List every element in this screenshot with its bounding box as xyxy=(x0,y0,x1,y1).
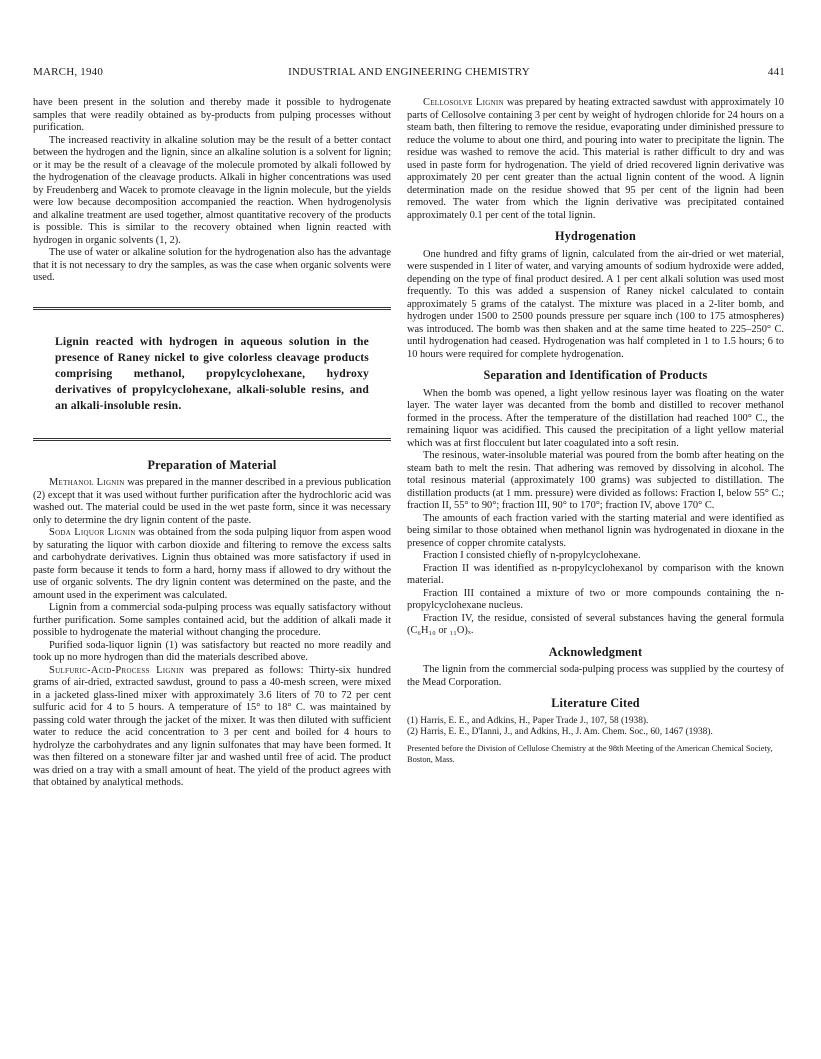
paragraph: The resinous, water-insoluble material was poured from the bomb after heating on the steam bath to melt the resin. That adhering was removed by dissolving in alcohol. The total resinous material (approximately 100 grams) was subjected to distillation. The distillation products (at 1 mm. pressure) were divided as follows: Fraction I, below 55° C.; fraction II, 55° to 90°; fraction III, 90° to 170°; fraction IV, above 170° C. xyxy=(407,450,784,511)
paragraph: Fraction III contained a mixture of two or more compounds containing the n-propylcyclohexane nucleus. xyxy=(407,587,784,611)
paragraph: Purified soda-liquor lignin (1) was satisfactory but reacted no more readily and took up no more hydrogen than did the materials described above. xyxy=(33,639,391,663)
run-in-heading: Cellosolve Lignin xyxy=(423,97,504,108)
section-heading-hydrogenation: Hydrogenation xyxy=(555,229,636,243)
run-in-heading: Methanol Lignin xyxy=(49,477,125,488)
section-heading-literature: Literature Cited xyxy=(551,696,640,710)
paragraph: Sulfuric-Acid-Process Lignin was prepared as follows: Thirty-six hundred grams of air-dried, extracted sawdust, ground to pass a 40-mesh screen, were mixed in a jacketed glass-lined mixer with approximately 3.6 liters of 70 to 72 per cent sulfuric acid for 4 to 5 hours. A temperature of 15° to 18° C. was maintained by passing cold water through the jacket of the mixer. It was then diluted with sufficient water to reduce the acid concentration to 3 per cent and boiled for 4 hours to hydrolyze the carbohydrates and any lignin sulfonates that may have been formed. It was then filtered on a stoneware filter jar and washed until free of acid. The product was dried on a tray with a small amount of heat. The yield of the product agrees with that obtained by analytical methods. xyxy=(33,664,391,788)
section-heading-acknowledgment: Acknowledgment xyxy=(548,644,643,659)
reference-item: (1) Harris, E. E., and Adkins, H., Paper Trade J., 107, 58 (1938). xyxy=(407,715,649,726)
abstract-callout xyxy=(33,307,391,441)
paragraph: The increased reactivity in alkaline solution may be the result of a better contact between the hydrogen and the lignin, since an alkaline solution is a solvent for lignin; or it may be the result of a cleavage of the molecule promoted by alkali followed by the hydrogenation of the cleavage products. Alkali in higher concentrations was used by Freudenberg and Wacek to promote cleavage in the lignin molecule, but the yields were low because decomposition accompanied the reaction. When hydrogenolysis and alkaline treatment are used together, almost quantitative recovery of the products is possible. This is similar to the recovery obtained when lignin reacted with hydrogen in organic solvents (1, 2). xyxy=(33,134,391,246)
section-heading-preparation: Preparation of Material xyxy=(147,457,277,472)
header-date: MARCH, 1940 xyxy=(33,66,104,78)
running-header xyxy=(33,66,785,82)
paragraph: The use of water or alkaline solution for the hydrogenation also has the advantage that it is not necessary to dry the samples, as was the case when organic solvents were used. xyxy=(33,247,391,283)
left-column xyxy=(33,97,391,790)
abstract-text: Lignin reacted with hydrogen in aqueous solution in the presence of Raney nickel to give colorless cleavage products comprising methanol, propylcyclohexane, hydroxy derivatives of propylcyclohexane, alkali-soluble resins, and an alkali-insoluble resin. xyxy=(55,334,369,412)
paragraph: Lignin from a commercial soda-pulping process was equally satisfactory without further purification. Some samples contained acid, but the addition of alkali made it possible to hydrogenate the material without changing the procedure. xyxy=(33,602,391,638)
section-heading-separation: Separation and Identification of Products xyxy=(483,368,708,382)
run-in-heading: Sulfuric-Acid-Process Lignin xyxy=(49,664,185,676)
reference-list xyxy=(407,716,784,739)
paragraph: Soda Liquor Lignin was obtained from the soda pulping liquor from aspen wood by saturating the liquor with carbon dioxide and filtering to remove the excess salts and carbohydrate derivatives. Lignin thus obtained was more satisfactory if used in paste form because it tends to form a hard, horny mass if allowed to dry without the use of organic solvents. The dry lignin content was determined on the paste, and the amount used in the experiment was calculated. xyxy=(33,527,392,601)
paragraph: The amounts of each fraction varied with the starting material and were identified as being similar to those obtained when methanol lignin was hydrogenated in dioxane in the presence of copper chromite catalysts. xyxy=(407,512,784,549)
paragraph: When the bomb was opened, a light yellow resinous layer was floating on the water layer. The water layer was decanted from the bomb and distilled to recover methanol formed in the process. After the temperature of the distillation had reached 100° C., the remaining liquor was acidified. This caused the precipitation of a light yellow material which was at first flocculent but later coagulated into a soft resin. xyxy=(407,387,784,449)
header-page-number: 441 xyxy=(767,66,785,78)
presentation-footnote: Presented before the Division of Cellulose Chemistry at the 98th Meeting of the American Chemical Society, Boston, Mass. xyxy=(407,744,773,764)
right-column xyxy=(407,97,784,765)
paragraph: Cellosolve Lignin was prepared by heating extracted sawdust with approximately 10 parts of Cellosolve containing 3 per cent by weight of hydrogen chloride for 24 hours on a steam bath, then filtering to remove the residue, evaporating under diminished pressure to reduce the volume to about one third, and pouring into water to precipitate the lignin. The residue was washed to remove the acid. This material is rather difficult to dry and was used in paste form for hydrogenation. The yield of dried recovered lignin derivative was approximately 20 per cent greater than the actual lignin content of the wood. A lignin determination made on the residue showed that 95 per cent of the lignin had been removed. The water from which the lignin derivative was precipitated contained approximately 0.1 per cent of the total lignin. xyxy=(407,97,784,221)
paragraph: Fraction IV, the residue, consisted of several substances having the general formula (C₆H₁₀ or ₁₁O)ₓ. xyxy=(407,612,784,636)
header-journal: INDUSTRIAL AND ENGINEERING CHEMISTRY xyxy=(288,66,530,78)
paragraph: Methanol Lignin was prepared in the manner described in a previous publication (2) except that it was used without further purification after the hydrochloric acid was washed out. The material could be used in the wet paste form, since it was necessary only to determine the dry lignin content of the paste. xyxy=(33,477,391,526)
run-in-heading: Soda Liquor Lignin xyxy=(49,527,136,538)
reference-item: (2) Harris, E. E., D'Ianni, J., and Adkins, H., J. Am. Chem. Soc., 60, 1467 (1938). xyxy=(407,726,713,737)
paragraph: Fraction I consisted chiefly of n-propylcyclohexane. xyxy=(423,550,641,561)
paragraph: Fraction II was identified as n-propylcyclohexanol by comparison with the known material. xyxy=(407,562,784,586)
paragraph: One hundred and fifty grams of lignin, calculated from the air-dried or wet material, were suspended in 1 liter of water, and varying amounts of sodium hydroxide were added, depending on the type of final product desired. A 1 per cent alkali solution was used most frequently. To this was added a suspension of Raney nickel calculated to contain approximately 5 grams of the catalyst. The mixture was placed in a 2-liter bomb, and hydrogen under 1500 to 2500 pounds pressure per square inch (100 to 175 atmospheres) was introduced. The bomb was then shaken and at the same time heated to 225–250° C. until hydrogenation had ceased. Hydrogenation was half completed in 1 to 1.5 hours; 6 to 10 hours were required for complete hydrogenation. xyxy=(407,248,784,360)
paragraph: have been present in the solution and thereby made it possible to hydrogenate samples that were readily obtained as by-products from pulping processes without purification. xyxy=(33,97,391,133)
paragraph: The lignin from the commercial soda-pulping process was supplied by the courtesy of the Mead Corporation. xyxy=(407,664,784,688)
